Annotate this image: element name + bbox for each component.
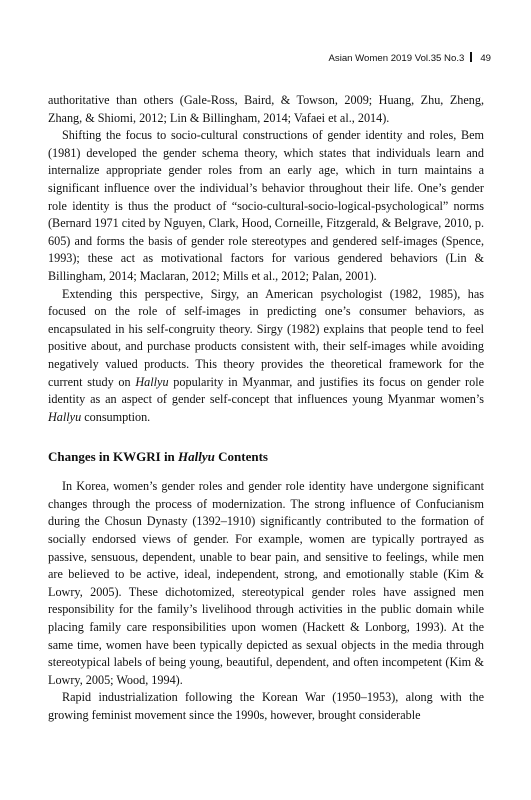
paragraph-korea-gender-roles — [48, 478, 484, 689]
journal-title: Asian Women 2019 Vol.35 No.3 — [328, 53, 465, 64]
paragraph-text: authoritative than others (Gale-Ross, Baird, & Towson, 2009; Huang, Zhu, Zheng, Zhang, & Shiomi, 2012; Lin & Billingham, 2014; Vafaei et al., 2014). — [48, 93, 484, 125]
article-body — [48, 92, 484, 725]
paragraph-continued — [48, 92, 484, 127]
page-number: 49 — [480, 53, 491, 64]
paragraph-text: In Korea, women’s gender roles and gender role identity have undergone significant changes through the process of modernization. The strong influence of Confucianism during the Chosun Dynasty (1392–1910) significantly contributed to the formation of socially endorsed views of gender. For example, women are typically portrayed as passive, sensuous, dependent, unable to bear pain, and sensitive to feelings, while men are believed to be active, ideal, independent, strong, and emotionally stable (Kim & Lowry, 2005). These dichotomized, stereotypical gender roles have assigned men responsibility for the family’s livelihood through activities in the public domain while placing family care responsibilities upon women (Hackett & Lonborg, 1993). At the same time, women have been typically depicted as sexual objects in the media through stereotypical labels of being young, beautiful, dependent, and often incompetent (Kim & Lowry, 2005; Wood, 1994). — [48, 479, 484, 687]
section-heading-italic: Hallyu — [178, 449, 215, 465]
header-divider — [470, 52, 472, 62]
paragraph-text: consumption. — [81, 409, 151, 424]
section-heading: Changes in KWGRI in Hallyu Contents — [48, 449, 268, 465]
paragraph-self-congruity — [48, 286, 484, 427]
italic-term: Hallyu — [48, 409, 82, 424]
paragraph-text: popularity in Myanmar, and justifies its focus on gender role identity as an aspect of gender self-concept that influences young Myanmar women’s — [48, 374, 484, 407]
paragraph-text: Rapid industrialization following the Korean War (1950–1953), along with the growing feminist movement since the 1990s, however, brought considerable — [48, 690, 484, 722]
paragraph-text: Extending this perspective, Sirgy, an American psychologist (1982, 1985), has focused on the role of self-images in predicting one’s consumer behaviors, as encapsulated in his self-congruity theory. Sirgy (1982) explains that people tend to feel positive about, and purchase products consistent with, their self-images while avoiding negatively valued products. This theory provides the theoretical framework for the current study on — [48, 286, 484, 389]
italic-term: Hallyu — [135, 374, 169, 389]
paragraph-industrialization — [48, 689, 484, 724]
paragraph-text: Shifting the focus to socio-cultural constructions of gender identity and roles, Bem (1981) developed the gender schema theory, which states that individuals learn and internalize appropriate gender roles from an early age, which in turn maintains a significant influence over the individual’s behavior throughout their life. One’s gender role identity is thus the product of “socio-cultural-socio-logical-psychological” norms (Bernard 1971 cited by Nguyen, Clark, Hood, Corneille, Fitzgerald, & Belgrave, 2010, p. 605) and forms the basis of gender role stereotypes and gendered self-images (Spence, 1993); these act as motivational factors for various gendered behaviors (Lin & Billingham, 2014; Maclaran, 2012; Mills et al., 2012; Palan, 2001). — [48, 128, 484, 283]
paragraph-gender-schema — [48, 127, 484, 285]
running-head — [329, 52, 492, 64]
